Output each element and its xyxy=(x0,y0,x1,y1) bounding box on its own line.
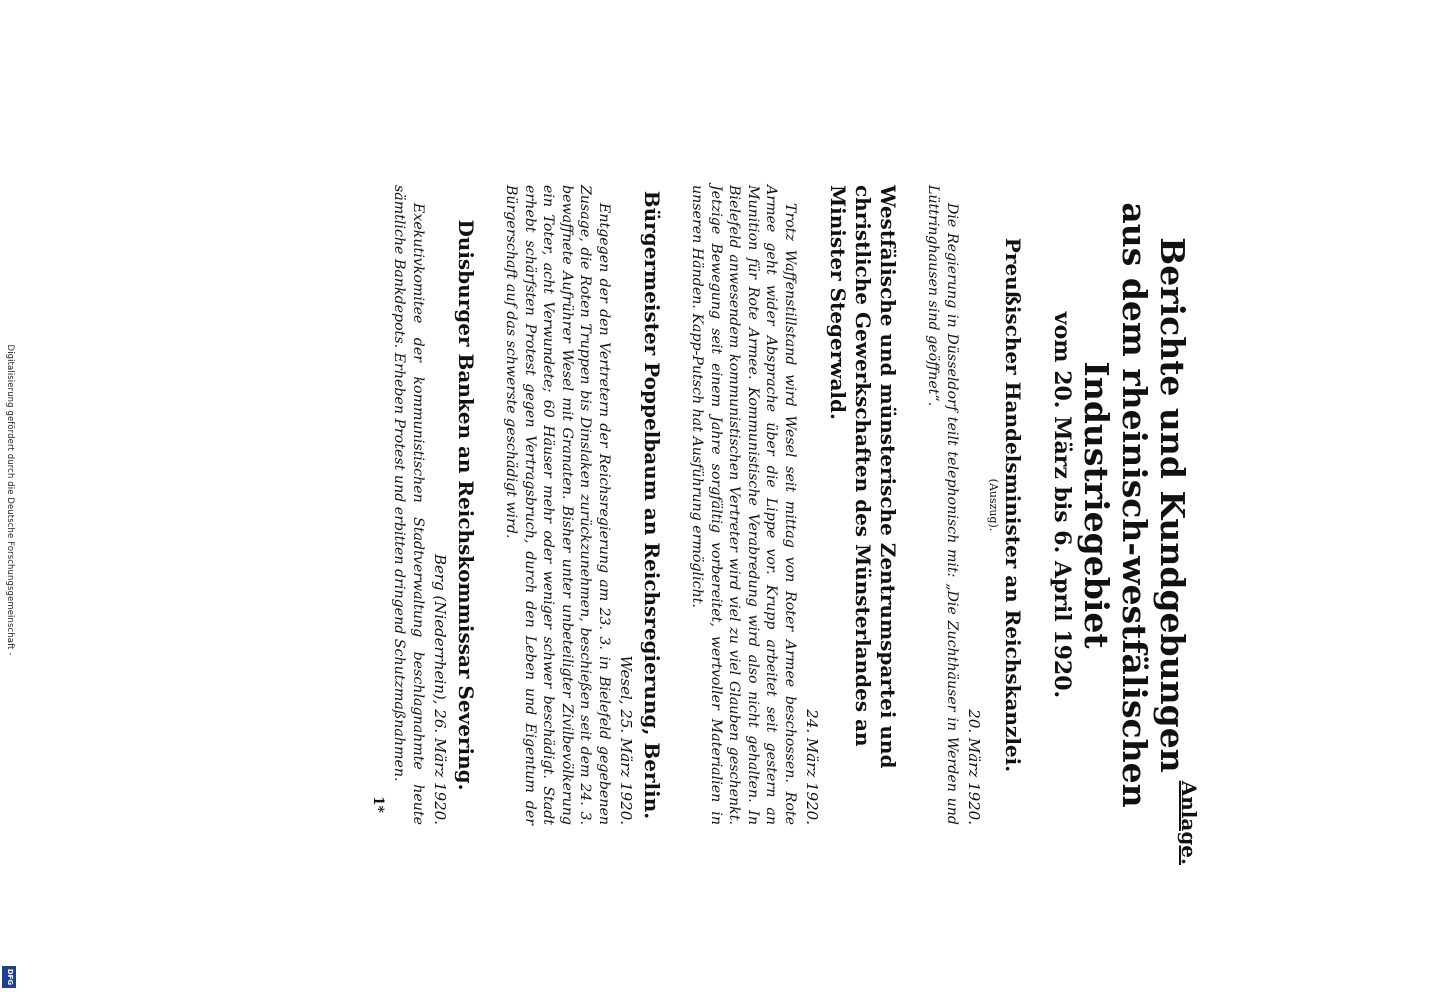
title-line-2: aus dem rheinisch-westfälischen Industriegebiet xyxy=(1077,202,1154,808)
title-line-1: Berichte und Kundgebungen xyxy=(1153,237,1192,773)
dfg-logo xyxy=(2,966,16,988)
section-zentrumspartei xyxy=(688,185,900,825)
date-range: vom 20. März bis 6. April 1920. xyxy=(1049,311,1075,699)
section-heading: Preußischer Handelsminister an Reichskanzlei. xyxy=(1001,237,1025,773)
section-duisburger-banken xyxy=(390,185,478,825)
appendix-label: Anlage. xyxy=(1177,780,1201,865)
rotated-page xyxy=(139,0,1299,1000)
section-subheading: (Auszug). xyxy=(987,478,1000,532)
section-dateline: 24. März 1920. xyxy=(803,709,821,825)
section-heading: Duisburger Banken an Reichskommissar Severing. xyxy=(454,219,478,791)
section-dateline: 20. März 1920. xyxy=(965,709,983,825)
section-heading: Bürgermeister Poppelbaum an Reichsregierung, Berlin. xyxy=(640,190,664,820)
section-dateline: Berg (Niederrhein), 26. März 1920. xyxy=(431,553,449,825)
section-body: Die Regierung in Düsseldorf teilt telephonisch mit: „Die Zuchthäuser in Werden und Lüttringhausen sind geöffnet“. xyxy=(925,185,960,825)
document-column xyxy=(370,185,1201,865)
page-number: 1* xyxy=(370,795,386,813)
section-body: Entgegen der den Vertretern der Reichsregierung am 23. 3. in Bielefeld gegebenen Zusage, die Roten Truppen bis Dinslaken zurückzunehmen, beschießen seit dem 24. 3. bewaffnete Aufrührer Wesel mit Granaten. Bisher unter unbeteiligter Zivilbevölkerung ein Toter, acht Verwundete; 60 Häuser mehr oder weniger schwer beschädigt. Stadt erhebt schärfsten Protest gegen Vertragsbruch, durch den Leben und Eigentum der Bürgerschaft auf das schwerste geschädigt wird. xyxy=(503,185,612,825)
digitization-note: Digitalisierung gefördert durch die Deutsche Forschungsgemeinschaft - xyxy=(5,344,15,656)
section-heading: Westfälische und münsterische Zentrumspartei und christliche Gewerkschaften des Münsterlandes an Minister Stegerwald. xyxy=(826,185,900,769)
section-poppelbaum xyxy=(502,185,664,825)
section-body: Exekutivkomitee der kommunistischen Stadtverwaltung beschlagnahmte heute sämtliche Bankdepots. Erheben Protest und erbitten dringend Schutzmaßnahmen. xyxy=(391,185,426,825)
section-body: Trotz Waffenstillstand wird Wesel seit mittag von Roter Armee beschossen. Rote Armee geht wider Absprache über die Lippe vor. Krupp arbeitet seit gestern an Munition für Rote Armee. Kommunistische Verabredung wird also nicht gehalten. In Bielefeld anwesendem kommunistischen Vertreter wird viel zu viel Glauben geschenkt. Jetzige Bewegung seit einem Jahre sorgfältig vorbereitet, wertvoller Materialien in unseren Händen. Kapp-Putsch hat Ausführung ermöglicht. xyxy=(689,185,798,825)
dfg-logo-text: DFG xyxy=(6,968,15,986)
digitization-sidebar xyxy=(0,0,20,1000)
scanned-page xyxy=(139,0,1299,1000)
document-title xyxy=(1077,185,1191,825)
section-handelsminister xyxy=(924,185,1025,825)
section-dateline: Wesel, 25. März 1920. xyxy=(617,655,635,825)
